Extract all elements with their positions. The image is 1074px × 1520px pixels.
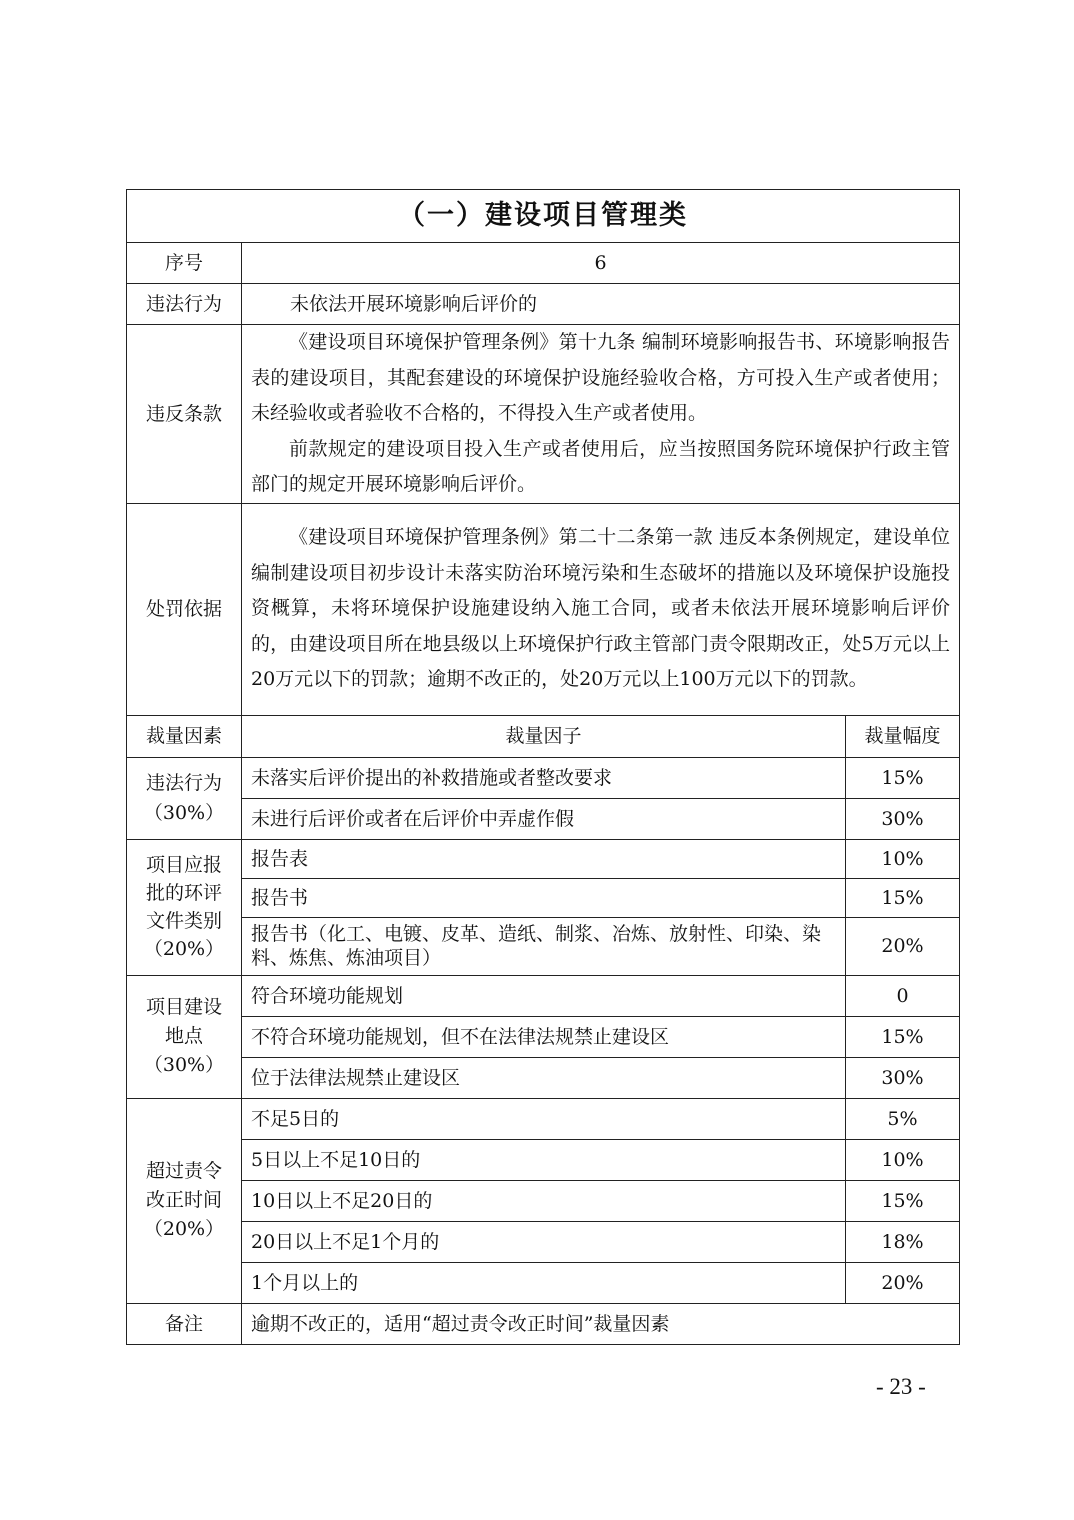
table-row xyxy=(127,1221,960,1262)
factor-header: 裁量因素 xyxy=(127,715,242,757)
factor-percent: 18% xyxy=(846,1221,960,1262)
penalty-label: 处罚依据 xyxy=(127,503,242,715)
page-number: - 23 - xyxy=(876,1374,926,1399)
table-row xyxy=(127,839,960,878)
violation-label: 违法行为 xyxy=(127,284,242,325)
clause-label: 违反条款 xyxy=(127,325,242,504)
factor-text: 报告表 xyxy=(242,839,846,878)
serial-label: 序号 xyxy=(127,243,242,284)
factor-percent: 0 xyxy=(846,975,960,1016)
factor-percent: 10% xyxy=(846,1139,960,1180)
table-title: （一）建设项目管理类 xyxy=(127,190,960,243)
penalty-paragraph: 《建设项目环境保护管理条例》第二十二条第一款 违反本条例规定，建设单位编制建设项目初步设计未落实防治环境污染和生态破坏的措施以及环境保护设施投资概算，未将环境保护设施建设纳入施工合同，或者未依法开展环境影响后评价的，由建设项目所在地县级以上环境保护行政主管部门责令限期改正，处5万元以上20万元以下的罚款；逾期不改正的，处20万元以上100万元以下的罚款。 xyxy=(251,526,950,691)
table-row xyxy=(127,975,960,1016)
factor-text: 1个月以上的 xyxy=(242,1262,846,1303)
factor-percent: 30% xyxy=(846,798,960,839)
table-row xyxy=(127,1262,960,1303)
violation-text: 未依法开展环境影响后评价的 xyxy=(242,284,960,325)
table-row xyxy=(127,798,960,839)
factor-text: 5日以上不足10日的 xyxy=(242,1139,846,1180)
factor-percent: 20% xyxy=(846,1262,960,1303)
factor-text: 10日以上不足20日的 xyxy=(242,1180,846,1221)
table-row xyxy=(127,757,960,798)
table-row xyxy=(127,1057,960,1098)
factor-text: 符合环境功能规划 xyxy=(242,975,846,1016)
factor-text: 未进行后评价或者在后评价中弄虚作假 xyxy=(242,798,846,839)
table-row xyxy=(127,917,960,975)
factor-group-label: 违法行为（30%） xyxy=(127,757,242,839)
range-header: 裁量幅度 xyxy=(846,715,960,757)
factor-percent: 15% xyxy=(846,1180,960,1221)
clause-paragraph: 《建设项目环境保护管理条例》第十九条 编制环境影响报告书、环境影响报告表的建设项目，其配套建设的环境保护设施经验收合格，方可投入生产或者使用；未经验收或者验收不合格的，不得投入生产或者使用。 xyxy=(251,331,950,424)
factor-percent: 15% xyxy=(846,1016,960,1057)
factor-percent: 5% xyxy=(846,1098,960,1139)
table-row xyxy=(127,1180,960,1221)
factor-text: 报告书 xyxy=(242,878,846,917)
factor-percent: 10% xyxy=(846,839,960,878)
factor-text: 不符合环境功能规划，但不在法律法规禁止建设区 xyxy=(242,1016,846,1057)
clause-content xyxy=(242,325,960,504)
factor-group-label: 超过责令改正时间（20%） xyxy=(127,1098,242,1303)
discretion-table-sheet xyxy=(126,189,959,1345)
serial-value: 6 xyxy=(242,243,960,284)
factor-percent: 15% xyxy=(846,878,960,917)
table-row xyxy=(127,878,960,917)
table-row xyxy=(127,1139,960,1180)
factor-percent: 30% xyxy=(846,1057,960,1098)
factor-text: 报告书（化工、电镀、皮革、造纸、制浆、冶炼、放射性、印染、染料、炼焦、炼油项目） xyxy=(242,917,846,975)
factor-text: 未落实后评价提出的补救措施或者整改要求 xyxy=(242,757,846,798)
factor-percent: 20% xyxy=(846,917,960,975)
table-row xyxy=(127,1098,960,1139)
clause-paragraph: 前款规定的建设项目投入生产或者使用后，应当按照国务院环境保护行政主管部门的规定开展环境影响后评价。 xyxy=(251,437,950,495)
factor-text: 位于法律法规禁止建设区 xyxy=(242,1057,846,1098)
subfactor-header: 裁量因子 xyxy=(242,715,846,757)
factor-text: 不足5日的 xyxy=(242,1098,846,1139)
penalty-content xyxy=(242,503,960,715)
factor-group-label: 项目建设地点（30%） xyxy=(127,975,242,1098)
discretion-table xyxy=(126,189,960,1345)
factor-group-label: 项目应报批的环评文件类别（20%） xyxy=(127,839,242,975)
note-text: 逾期不改正的，适用“超过责令改正时间”裁量因素 xyxy=(242,1303,960,1344)
factor-percent: 15% xyxy=(846,757,960,798)
table-row xyxy=(127,1016,960,1057)
note-label: 备注 xyxy=(127,1303,242,1344)
factor-text: 20日以上不足1个月的 xyxy=(242,1221,846,1262)
